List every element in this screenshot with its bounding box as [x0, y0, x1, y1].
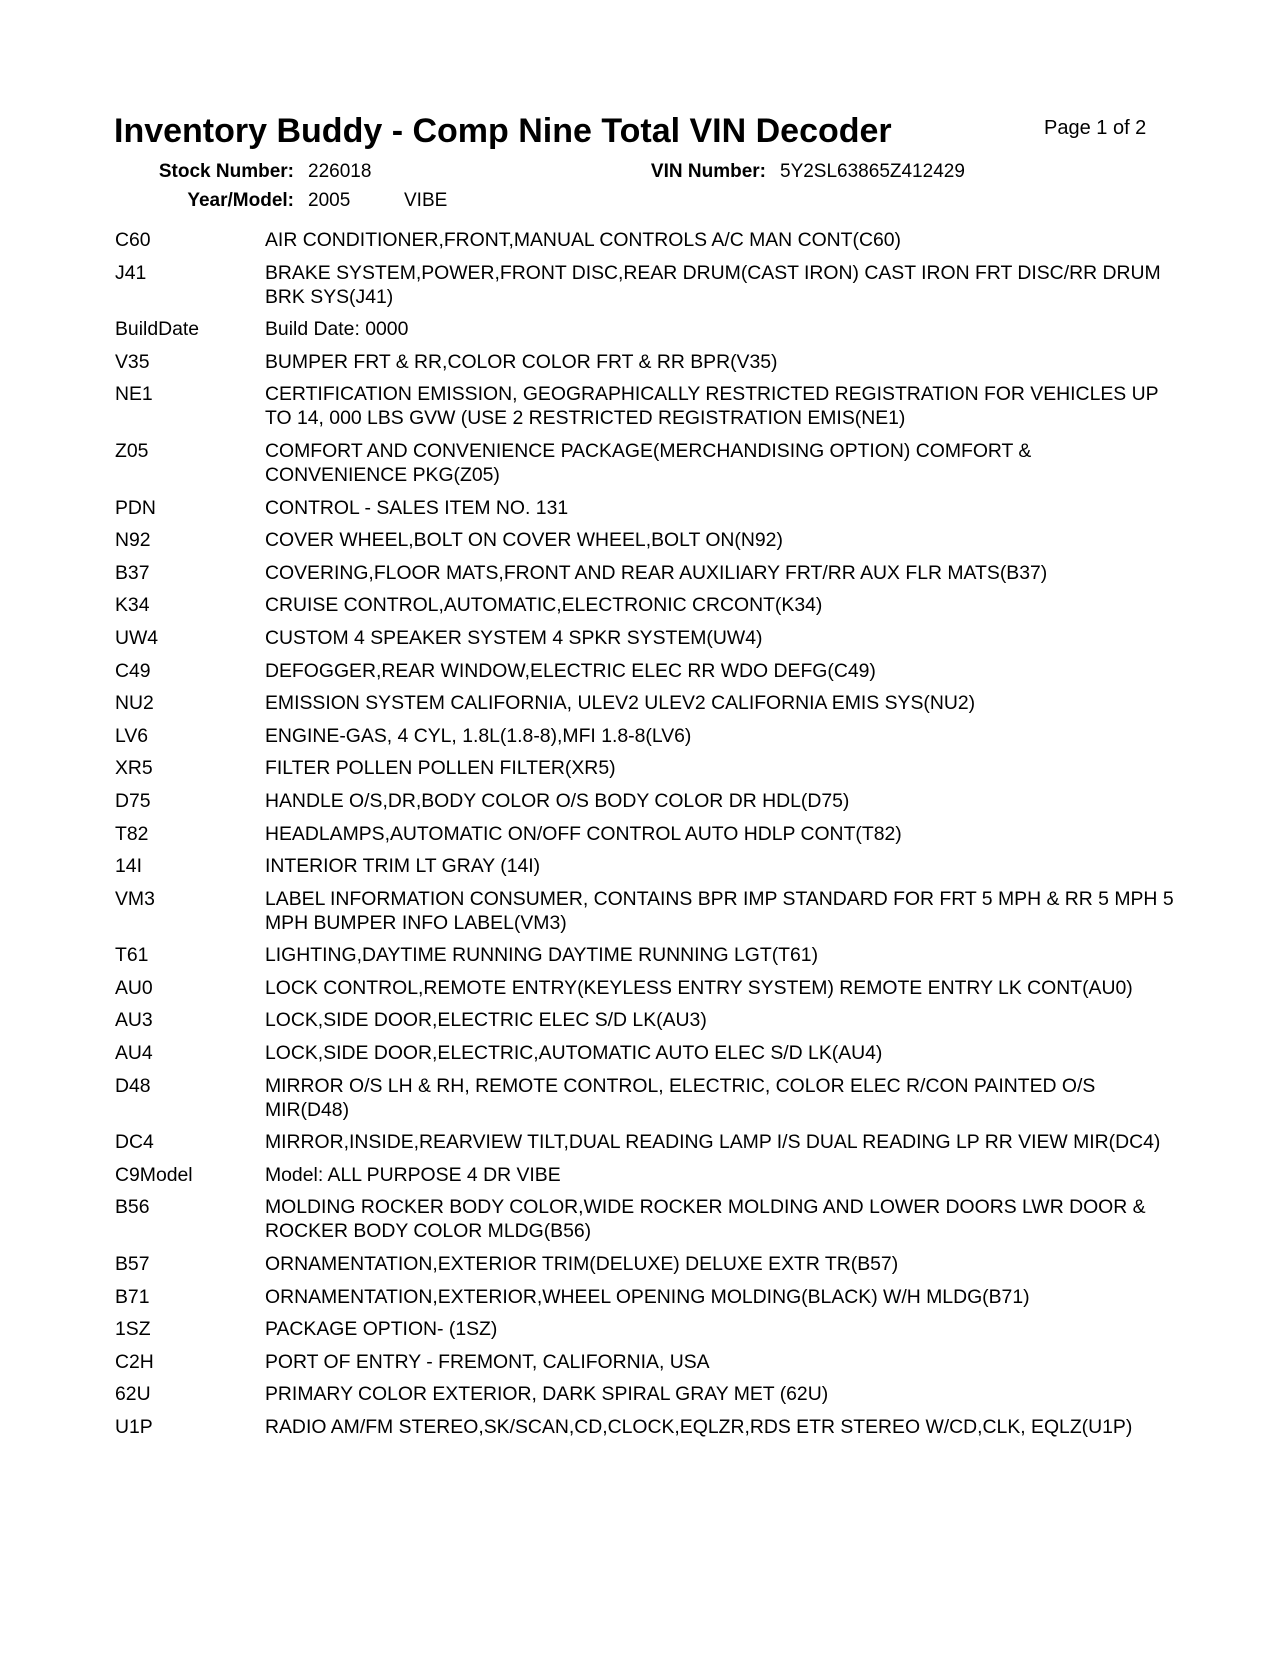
option-list: [115, 228, 1175, 1448]
stock-number-row: [0, 161, 1280, 187]
option-description: LOCK,SIDE DOOR,ELECTRIC ELEC S/D LK(AU3): [265, 1009, 707, 1032]
option-description: ENGINE-GAS, 4 CYL, 1.8L(1.8-8),MFI 1.8-8(LV6): [265, 724, 692, 747]
option-code: AU3: [115, 1009, 153, 1032]
option-code: LV6: [115, 724, 149, 747]
option-row: [115, 854, 1175, 878]
option-description: AIR CONDITIONER,FRONT,MANUAL CONTROLS A/C MAN CONT(C60): [265, 229, 901, 251]
option-code: D48: [115, 1074, 151, 1097]
option-code: B37: [115, 561, 150, 584]
option-row: [115, 943, 1175, 967]
option-code: B57: [115, 1253, 150, 1276]
option-row: [115, 1074, 1175, 1122]
option-description: COMFORT AND CONVENIENCE PACKAGE(MERCHANDISING OPTION) COMFORT & CONVENIENCE PKG(Z05): [265, 439, 1032, 486]
option-description: BRAKE SYSTEM,POWER,FRONT DISC,REAR DRUM(CAST IRON) CAST IRON FRT DISC/RR DRUM BRK SYS(J41): [265, 261, 1161, 308]
option-code: DC4: [115, 1131, 154, 1154]
option-row: [115, 1195, 1175, 1243]
option-description: CERTIFICATION EMISSION, GEOGRAPHICALLY RESTRICTED REGISTRATION FOR VEHICLES UP TO 14, 000 LBS GVW (USE 2 RESTRICTED REGISTRATION EMIS(NE1): [265, 383, 1159, 430]
option-row: [115, 1317, 1175, 1341]
option-row: [115, 626, 1175, 650]
option-row: [115, 1382, 1175, 1406]
option-code: C60: [115, 229, 151, 251]
option-description: COVERING,FLOOR MATS,FRONT AND REAR AUXILIARY FRT/RR AUX FLR MATS(B37): [265, 561, 1048, 584]
option-description: CRUISE CONTROL,AUTOMATIC,ELECTRONIC CRCONT(K34): [265, 594, 823, 617]
document-title: Inventory Buddy - Comp Nine Total VIN Decoder: [114, 112, 892, 150]
option-row: [115, 822, 1175, 846]
option-row: [115, 659, 1175, 683]
option-description: LOCK CONTROL,REMOTE ENTRY(KEYLESS ENTRY SYSTEM) REMOTE ENTRY LK CONT(AU0): [265, 976, 1133, 999]
option-code: T82: [115, 822, 149, 845]
year-model-label: Year/Model:: [187, 190, 294, 211]
option-code: B71: [115, 1285, 150, 1308]
option-row: [115, 887, 1175, 935]
option-row: [115, 1163, 1175, 1187]
option-row: [115, 528, 1175, 552]
option-row: [115, 350, 1175, 374]
vin-number-value: 5Y2SL63865Z412429: [780, 161, 965, 182]
option-description: INTERIOR TRIM LT GRAY (14I): [265, 855, 541, 878]
option-code: 1SZ: [115, 1318, 151, 1341]
option-description: DEFOGGER,REAR WINDOW,ELECTRIC ELEC RR WDO DEFG(C49): [265, 659, 876, 682]
option-code: D75: [115, 789, 151, 812]
option-code: N92: [115, 529, 151, 552]
option-description: FILTER POLLEN POLLEN FILTER(XR5): [265, 757, 616, 780]
option-row: [115, 976, 1175, 1000]
option-description: ORNAMENTATION,EXTERIOR TRIM(DELUXE) DELUXE EXTR TR(B57): [265, 1253, 899, 1276]
option-description: Model: ALL PURPOSE 4 DR VIBE: [265, 1163, 561, 1186]
option-description: EMISSION SYSTEM CALIFORNIA, ULEV2 ULEV2 CALIFORNIA EMIS SYS(NU2): [265, 692, 976, 715]
option-row: [115, 561, 1175, 585]
option-description: PACKAGE OPTION- (1SZ): [265, 1318, 498, 1341]
option-description: COVER WHEEL,BOLT ON COVER WHEEL,BOLT ON(N92): [265, 529, 783, 552]
option-code: PDN: [115, 496, 156, 519]
option-description: BUMPER FRT & RR,COLOR COLOR FRT & RR BPR(V35): [265, 350, 778, 373]
option-row: [115, 756, 1175, 780]
page-indicator: Page 1 of 2: [1044, 117, 1147, 139]
option-description: HANDLE O/S,DR,BODY COLOR O/S BODY COLOR DR HDL(D75): [265, 789, 850, 812]
option-description: MIRROR,INSIDE,REARVIEW TILT,DUAL READING LAMP I/S DUAL READING LP RR VIEW MIR(DC4): [265, 1131, 1161, 1154]
option-description: PORT OF ENTRY - FREMONT, CALIFORNIA, USA: [265, 1350, 710, 1373]
option-description: CONTROL - SALES ITEM NO. 131: [265, 496, 569, 519]
option-description: PRIMARY COLOR EXTERIOR, DARK SPIRAL GRAY MET (62U): [265, 1383, 829, 1406]
option-code: V35: [115, 350, 150, 373]
option-code: AU0: [115, 976, 153, 999]
option-row: [115, 496, 1175, 520]
option-description: CUSTOM 4 SPEAKER SYSTEM 4 SPKR SYSTEM(UW4): [265, 626, 763, 649]
option-row: [115, 228, 1175, 252]
option-row: [115, 593, 1175, 617]
option-code: B56: [115, 1196, 150, 1219]
option-code: 62U: [115, 1383, 151, 1406]
option-code: J41: [115, 261, 147, 284]
option-description: Build Date: 0000: [265, 318, 409, 341]
option-row: [115, 1285, 1175, 1309]
option-description: HEADLAMPS,AUTOMATIC ON/OFF CONTROL AUTO HDLP CONT(T82): [265, 822, 902, 845]
option-row: [115, 691, 1175, 715]
stock-number-label: Stock Number:: [158, 161, 294, 182]
option-description: RADIO AM/FM STEREO,SK/SCAN,CD,CLOCK,EQLZR,RDS ETR STEREO W/CD,CLK, EQLZ(U1P): [265, 1416, 1133, 1438]
option-code: Z05: [115, 439, 149, 462]
option-code: C9Model: [115, 1163, 193, 1186]
model-value: VIBE: [404, 190, 448, 211]
option-code: T61: [115, 944, 149, 967]
option-row: [115, 261, 1175, 309]
option-code: UW4: [115, 626, 159, 649]
year-model-row: [0, 190, 1280, 216]
option-description: MIRROR O/S LH & RH, REMOTE CONTROL, ELECTRIC, COLOR ELEC R/CON PAINTED O/S MIR(D48): [265, 1074, 1096, 1121]
option-row: [115, 789, 1175, 813]
vin-number-label: VIN Number:: [650, 161, 766, 182]
option-description: LOCK,SIDE DOOR,ELECTRIC,AUTOMATIC AUTO ELEC S/D LK(AU4): [265, 1042, 883, 1065]
option-row: [115, 439, 1175, 487]
option-description: ORNAMENTATION,EXTERIOR,WHEEL OPENING MOLDING(BLACK) W/H MLDG(B71): [265, 1285, 1030, 1308]
option-row: [115, 1008, 1175, 1032]
option-code: K34: [115, 594, 150, 617]
option-code: NE1: [115, 383, 153, 406]
option-row: [115, 317, 1175, 341]
stock-number-value: 226018: [308, 161, 372, 182]
option-description: LABEL INFORMATION CONSUMER, CONTAINS BPR IMP STANDARD FOR FRT 5 MPH & RR 5 MPH 5 MPH BUMPER INFO LABEL(VM3): [265, 887, 1174, 934]
option-code: 14I: [115, 855, 142, 878]
option-code: C2H: [115, 1350, 154, 1373]
option-code: NU2: [115, 692, 154, 715]
option-row: [115, 1130, 1175, 1154]
option-description: MOLDING ROCKER BODY COLOR,WIDE ROCKER MOLDING AND LOWER DOORS LWR DOOR & ROCKER BODY COLOR MLDG(B56): [265, 1196, 1146, 1243]
option-description: LIGHTING,DAYTIME RUNNING DAYTIME RUNNING LGT(T61): [265, 944, 819, 967]
option-row: [115, 1041, 1175, 1065]
option-code: U1P: [115, 1416, 153, 1438]
option-row: [115, 382, 1175, 430]
option-code: AU4: [115, 1042, 153, 1065]
year-value: 2005: [308, 190, 351, 211]
option-code: XR5: [115, 757, 153, 780]
option-row: [115, 724, 1175, 748]
option-code: BuildDate: [115, 318, 200, 341]
option-code: C49: [115, 659, 151, 682]
option-row: [115, 1415, 1175, 1439]
option-code: VM3: [115, 887, 155, 910]
option-row: [115, 1350, 1175, 1374]
option-row: [115, 1252, 1175, 1276]
